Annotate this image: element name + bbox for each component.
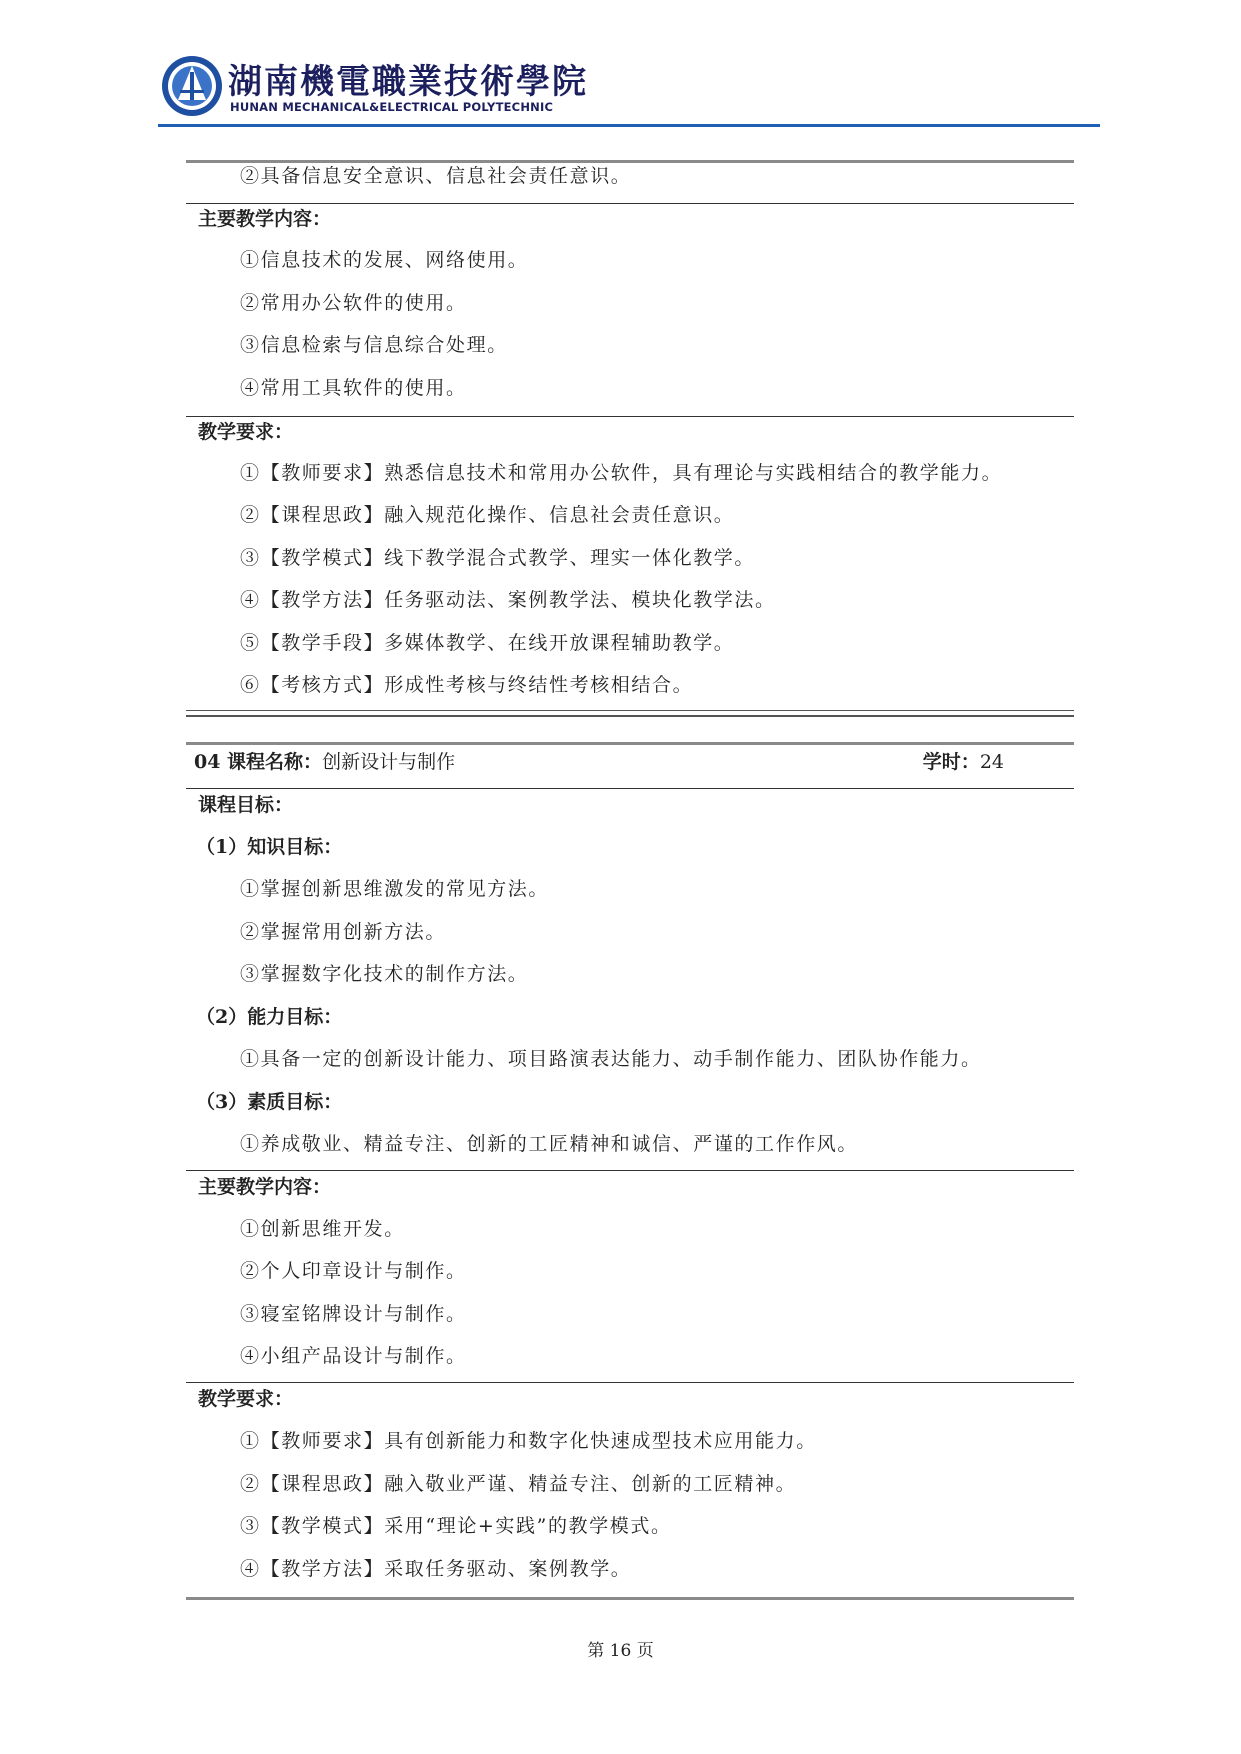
list-item: ③掌握数字化技术的制作方法。 <box>240 963 529 985</box>
page-number: 第 16 页 <box>587 1641 654 1661</box>
list-item: ①创新思维开发。 <box>240 1218 405 1240</box>
list-item: ④常用工具软件的使用。 <box>240 377 467 399</box>
list-item: ③【教学模式】线下教学混合式教学、理实一体化教学。 <box>240 547 756 569</box>
rule <box>186 416 1074 417</box>
header-divider <box>158 124 1100 127</box>
sub-heading: （3）素质目标： <box>196 1091 343 1113</box>
bottom-rule <box>186 1597 1074 1600</box>
list-item: ①【教师要求】具有创新能力和数字化快速成型技术应用能力。 <box>240 1430 817 1452</box>
list-item: ②个人印章设计与制作。 <box>240 1260 467 1282</box>
course-hours <box>923 750 1004 774</box>
rule <box>186 788 1074 789</box>
list-item: ⑤【教学手段】多媒体教学、在线开放课程辅助教学。 <box>240 632 735 654</box>
course-top-rule <box>186 742 1074 745</box>
list-item: ②【课程思政】融入敬业严谨、精益专注、创新的工匠精神。 <box>240 1473 797 1495</box>
course-num-label: 04 课程名称： <box>194 751 323 773</box>
page-header <box>158 50 1098 128</box>
section-end-rule <box>186 710 1074 717</box>
list-item: ①具备一定的创新设计能力、项目路演表达能力、动手制作能力、团队协作能力。 <box>240 1048 982 1070</box>
section-heading: 课程目标： <box>198 794 294 816</box>
section-heading: 教学要求： <box>198 1388 294 1410</box>
school-name-cn: 湖南機電職業技術學院 <box>228 62 588 102</box>
school-logo-icon <box>160 54 224 118</box>
rule <box>186 203 1074 204</box>
list-item: ④小组产品设计与制作。 <box>240 1345 467 1367</box>
top-rule <box>186 160 1074 163</box>
list-item: ③寝室铭牌设计与制作。 <box>240 1303 467 1325</box>
rule <box>186 1382 1074 1383</box>
hours-label: 学时： <box>922 751 980 773</box>
rule <box>186 1170 1074 1171</box>
sub-heading: （1）知识目标： <box>196 836 343 858</box>
list-item: ④【教学方法】采取任务驱动、案例教学。 <box>240 1558 632 1580</box>
hours-value: 24 <box>979 751 1004 773</box>
list-item: ①【教师要求】熟悉信息技术和常用办公软件，具有理论与实践相结合的教学能力。 <box>240 462 1003 484</box>
list-item: ①养成敬业、精益专注、创新的工匠精神和诚信、严谨的工作作风。 <box>240 1133 859 1155</box>
list-item: ⑥【考核方式】形成性考核与终结性考核相结合。 <box>240 674 694 696</box>
carry-line: ②具备信息安全意识、信息社会责任意识。 <box>240 165 632 187</box>
list-item: ②【课程思政】融入规范化操作、信息社会责任意识。 <box>240 504 735 526</box>
course-title-row <box>186 750 1082 774</box>
section-heading: 教学要求： <box>198 421 294 443</box>
course-name: 创新设计与制作 <box>322 751 456 773</box>
list-item: ③【教学模式】采用“理论+实践”的教学模式。 <box>240 1515 672 1537</box>
list-item: ②掌握常用创新方法。 <box>240 921 447 943</box>
list-item: ③信息检索与信息综合处理。 <box>240 334 508 356</box>
section-heading: 主要教学内容： <box>198 1176 332 1198</box>
school-name-en: HUNAN MECHANICAL&ELECTRICAL POLYTECHNIC <box>230 100 554 114</box>
list-item: ①信息技术的发展、网络使用。 <box>240 249 529 271</box>
list-item: ①掌握创新思维激发的常见方法。 <box>240 878 550 900</box>
list-item: ②常用办公软件的使用。 <box>240 292 467 314</box>
section-heading: 主要教学内容： <box>198 208 332 230</box>
list-item: ④【教学方法】任务驱动法、案例教学法、模块化教学法。 <box>240 589 776 611</box>
sub-heading: （2）能力目标： <box>196 1006 343 1028</box>
